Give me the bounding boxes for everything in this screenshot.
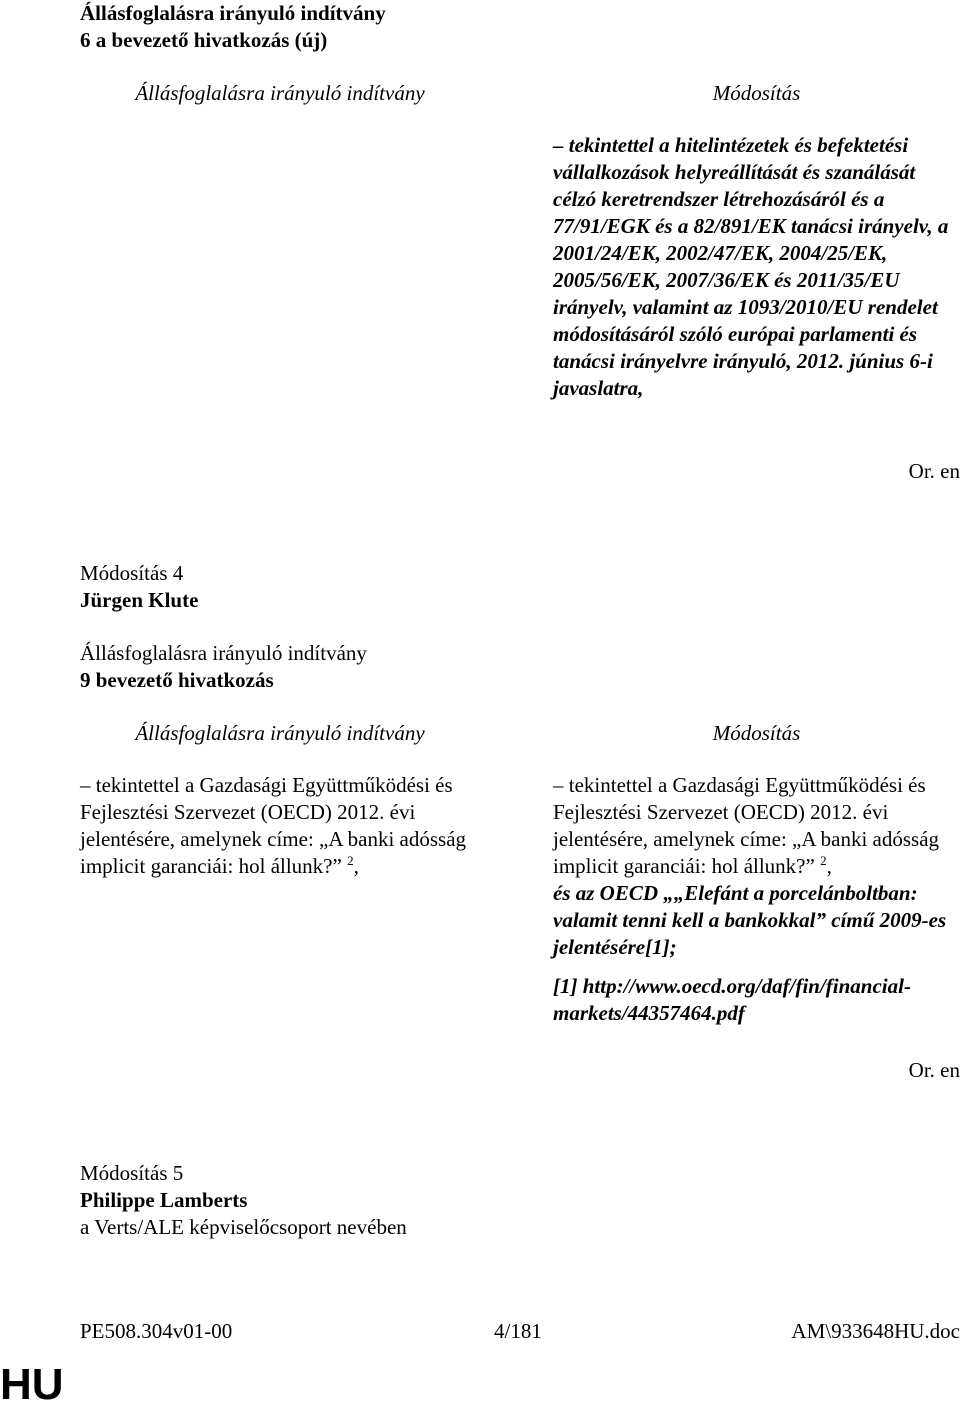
- section-heading: Állásfoglalásra irányuló indítvány 6 a bevezető hivatkozás (új): [80, 0, 580, 54]
- left-column-header: Állásfoglalásra irányuló indítvány: [135, 721, 425, 745]
- doc-reference: PE508.304v01-00: [80, 1319, 233, 1343]
- amendment-number: Módosítás 5: [80, 1161, 184, 1185]
- right-column-header: Módosítás: [712, 721, 801, 745]
- right-column-header: Módosítás: [712, 81, 801, 105]
- page-number: 4/181: [494, 1319, 542, 1343]
- amendment-text-right: – tekintettel a hitelintézetek és befektetési vállalkozások helyreállítását és szanálását célzó keretrendszer létrehozásáról és a 77/91/EGK és a 82/891/EK tanácsi irányelv, a 2001/24/EK, 2002/47/EK, 2004/25/EK, 2005/56/EK, 2007/36/EK és 2011/35/EU irányelv, valamint az 1093/2010/EU rendelet módosításáról szóló európai parlamenti és tanácsi irányelvre irányuló, 2012. június 6-i javaslatra,: [553, 133, 949, 400]
- original-language: Or. en: [908, 1058, 960, 1082]
- political-group: a Verts/ALE képviselőcsoport nevében: [80, 1215, 407, 1239]
- amendment-number: Módosítás 4: [80, 561, 184, 585]
- language-code: HU: [0, 1360, 64, 1409]
- amended-text-right: – tekintettel a Gazdasági Együttműködési és Fejlesztési Szervezet (OECD) 2012. évi jelentésére, amelynek címe: „A banki adósság implicit garanciái: hol állunk?” $^2$, és az OECD „„Elefánt a porcelánboltban: valamit tenni kell a bankokkal” című 2009-es jelentésére[1]; [1] http://www.oecd.org/daf/fin/financial-markets/44357464.pdf: [553, 772, 960, 1027]
- footnote-ref: 2: [347, 853, 354, 868]
- amendment-author: Philippe Lamberts: [80, 1188, 248, 1212]
- left-column-header: Állásfoglalásra irányuló indítvány: [135, 81, 425, 105]
- amendment-section: Állásfoglalásra irányuló indítvány: [80, 641, 367, 665]
- footnote-text: [1] http://www.oecd.org/daf/fin/financial-markets/44357464.pdf: [553, 974, 911, 1025]
- original-text-left: – tekintettel a Gazdasági Együttműködési és Fejlesztési Szervezet (OECD) 2012. évi jelentésére, amelynek címe: „A banki adósság implicit garanciái: hol állunk?” $^2$,: [80, 773, 467, 878]
- section-subheading: 6 a bevezető hivatkozás (új): [80, 28, 328, 52]
- original-language: Or. en: [908, 459, 960, 483]
- amendment-citation: 9 bevezető hivatkozás: [80, 668, 274, 692]
- file-name: AM\933648HU.doc: [791, 1319, 960, 1343]
- footnote-ref: 2: [820, 853, 827, 868]
- added-text: és az OECD „„Elefánt a porcelánboltban: valamit tenni kell a bankokkal” című 2009-es jelentésére[1];: [553, 881, 947, 959]
- amendment-author: Jürgen Klute: [80, 588, 199, 612]
